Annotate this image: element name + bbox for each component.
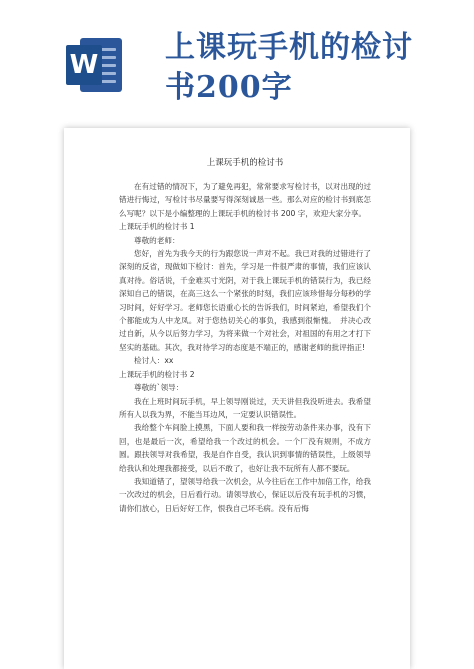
paragraph: 我给整个车间脸上摸黑，下面人要和我一样按劳动条件来办事，没有下回，也是最后一次，希望给我一个改过的机会。一个厂没有规则，不成方圆。跟扶领导对我希望，我是自作自受，我认识到事情的错误性，上级领导给我认和处理我都接受，以后不敢了，也好让我不玩所有人都不要玩。 [119,423,371,473]
word-icon [66,36,124,94]
document-page [64,128,410,669]
paragraph: 在有过错的情况下，为了避免再犯，常常要求写检讨书，以对出现的过错进行悔过，写检讨书尽量要写得深刻诚恳一些。那么对应的检讨书到底怎么写呢？以下是小编整理的上课玩手机的检讨书 200 字，欢迎大家分享。 [119,182,371,218]
paragraph: 我知道错了，望领导给我一次机会，从今往后在工作中加倍工作，给我一次改过的机会，日后看行动。请领导放心，保证以后没有玩手机的习惯，请你们放心，日后好好工作，恨我自己坏毛病。没有后悔 [119,476,371,513]
document-body [119,156,371,515]
section-heading: 上课玩手机的检讨书 2 [119,369,195,379]
section-heading: 上课玩手机的检讨书 1 [119,222,195,232]
document-title: 上课玩手机的检讨书 [206,158,284,168]
header-banner [0,0,474,125]
salutation: 尊敬的`领导： [134,383,184,393]
salutation: 尊敬的老师： [134,235,180,245]
title-line-2: 书200字 [165,70,293,105]
word-icon-letter: W [66,45,102,85]
title-line-1: 上课玩手机的检讨 [165,30,413,65]
paragraph: 我在上班时间玩手机，早上领导刚说过，天天讲但我没听进去。我希望所有人以我为界，不能当耳边风，一定要认识错误性。 [119,396,371,419]
signature-line: 检讨人：xx [134,356,174,366]
paragraph: 您好，首先为我今天的行为跟您说一声对不起。我已对我的过错进行了深刻的反省，现做如下检讨：首先，学习是一件很严肃的事情，我们应该认真对待。俗话说，千金难买寸光阴，对于我上课玩手机的错误行为，我已经深知自己的错误，在高三这么一个紧张的时刻，我们应该珍惜每分每秒的学习时间，好好学习。老师您长语重心长的告诉我们，时间紧迫，希望我们个个都能成为人中龙凤。对于您热切关心的事负，我感到很惭愧。 并决心改过自新，从今以后努力学习，为将来做一个对社会，对祖国的有用之才打下坚实的基础。其次，我对待学习的态度是不端正的，感谢老师的批评指正! [119,249,371,352]
page-title [165,28,465,108]
